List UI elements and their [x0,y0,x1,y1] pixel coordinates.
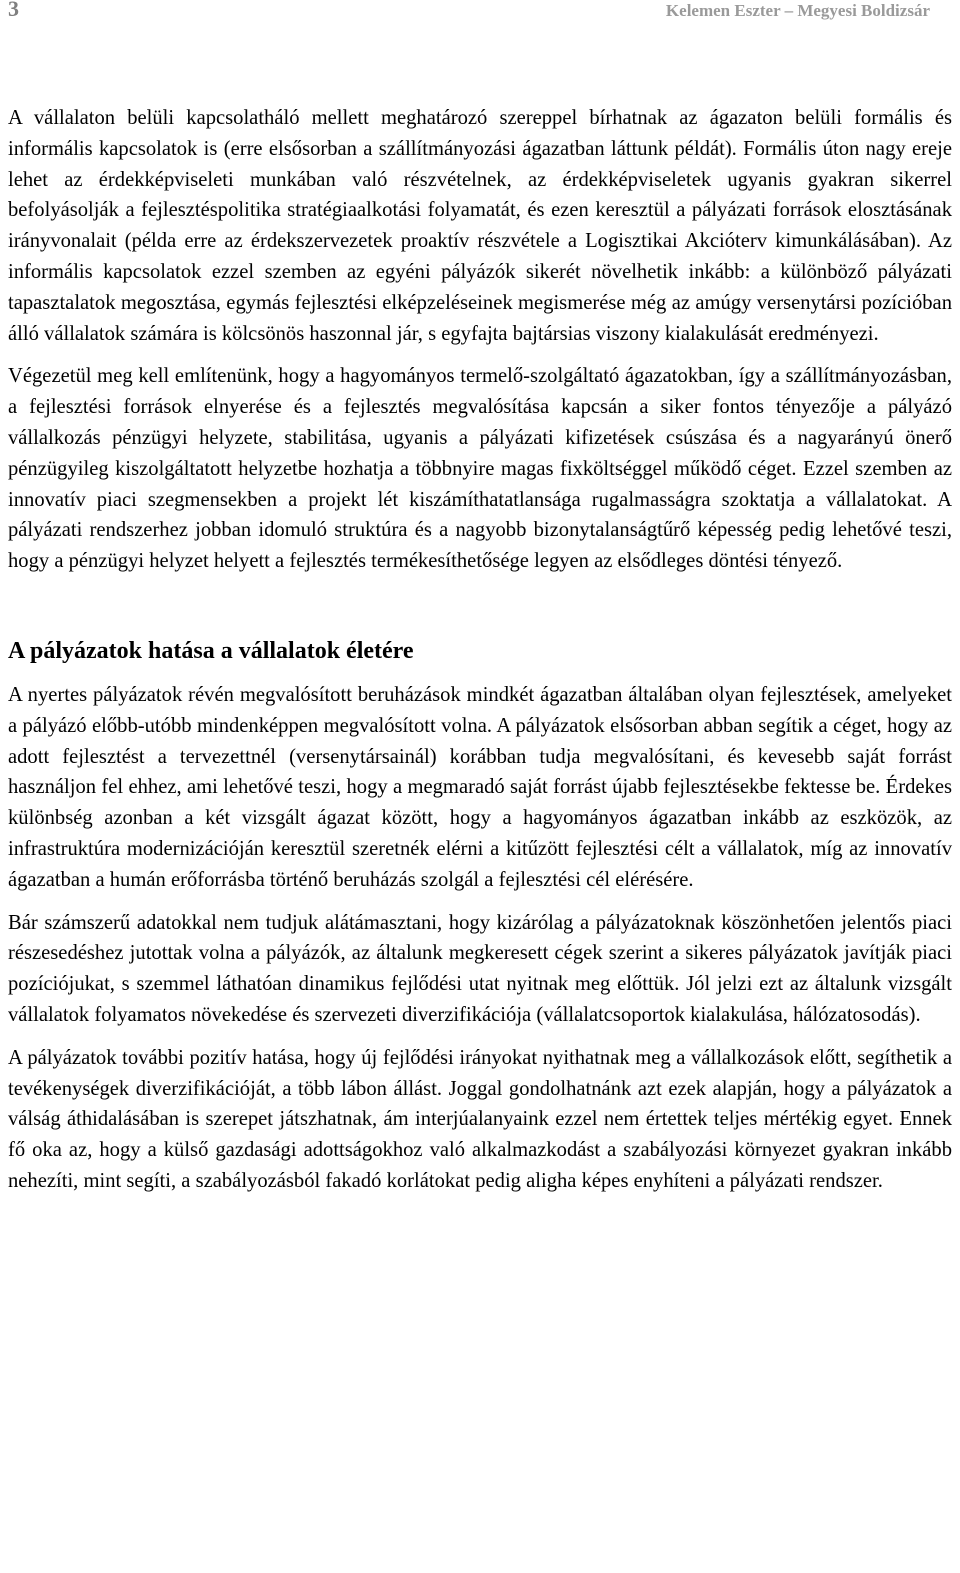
document-body [8,103,952,1197]
paragraph: A nyertes pályázatok révén megvalósított beruházások mindkét ágazatban általában olyan fejlesztések, amelyeket a pályázó előbb-utóbb mindenképpen megvalósított volna. A pályázatok elsősorban abban segítik a céget, hogy az adott fejlesztést a tervezettnél (versenytársainál) korábban tudja megvalósítani, és kevesebb saját forrást használjon fel ehhez, ami lehetővé teszi, hogy a megmaradó saját forrást újabb fejlesztésekbe fektesse be. Érdekes különbség azonban a két vizsgált ágazat között, hogy a hagyományos ágazatban inkább az eszközök, az infrastruktúra modernizációján keresztül szeretnék elérni a kitűzött fejlesztési célt a vállalatok, míg az innovatív ágazatban a humán erőforrásba történő beruházás szolgál a fejlesztési cél elérésére. [8,683,952,891]
paragraph: A pályázatok további pozitív hatása, hogy új fejlődési irányokat nyithatnak meg a vállalkozások előtt, segíthetik a tevékenységek diverzifikációját, a több lábon állást. Joggal gondolhatnánk azt ezek alapján, hogy a pályázatok a válság áthidalásában is szerepet játszhatnak, ám interjúalanyaink ezzel nem értettek teljes mértékig egyet. Ennek fő oka az, hogy a külső gazdasági adottságokhoz való alkalmazkodást a szabályozási környezet gyakran inkább nehezíti, mint segíti, a szabályozásból fakadó korlátokat pedig aligha képes enyhíteni a pályázati rendszer. [8,1046,952,1192]
header-divider [8,34,952,35]
header-title: Kelemen Eszter – Megyesi Boldizsár [665,1,930,20]
paragraph: Bár számszerű adatokkal nem tudjuk alátámasztani, hogy kizárólag a pályázatoknak köszönhetően jelentős piaci részesedéshez jutottak volna a pályázók, az általunk megkeresett cégek szerint a sikeres pályázatok javítják piaci pozíciójukat, s szemmel láthatóan dinamikus fejlődési utat nyitnak meg előttük. Jól jelzi ezt az általunk vizsgált vállalatok folyamatos növekedése és szervezeti diverzifikációja (vállalatcsoportok kialakulása, hálózatosodás). [8,911,952,1026]
paragraph: Végezetül meg kell említenünk, hogy a hagyományos termelő-szolgáltató ágazatokban, így a szállítmányozásban, a fejlesztési források elnyerése és a fejlesztés megvalósítása kapcsán a siker fontos tényezője a pályázó vállalkozás pénzügyi helyzete, stabilitása, ugyanis a pályázati kifizetések csúszása és a nagyarányú önerő pénzügyileg kiszolgáltatott helyzetbe hozhatja a többnyire magas fixköltséggel működő céget. Ezzel szemben az innovatív piaci szegmensekben a projekt lét kiszámíthatatlansága rugalmasságra szoktatja a vállalatokat. A pályázati rendszerhez jobban idomuló struktúra és a nagyobb bizonytalanságtűrő képesség pedig lehetővé teszi, hogy a pénzügyi helyzet helyett a fejlesztés termékesíthetősége legyen az elsődleges döntési tényező. [8,365,952,573]
page-number: 3 [8,0,19,21]
paragraph: A vállalaton belüli kapcsolatháló mellett meghatározó szereppel bírhatnak az ágazaton belüli formális és informális kapcsolatok is (erre elsősorban a szállítmányozási ágazatban láttunk példát). Formális úton nagy ereje lehet az érdekképviseleti munkában való részvételnek, az érdekképviseletek ugyanis gyakran sikerrel befolyásolják a fejlesztéspolitika stratégiaalkotási folyamatát, és ezen keresztül a pályázati források elosztásának irányvonalait (példa erre az érdekszervezetek proaktív részvétele a Logisztikai Akcióterv kimunkálásában). Az informális kapcsolatok ezzel szemben az egyéni pályázók sikerét növelhetik inkább: a különböző pályázati tapasztalatok megosztása, egymás fejlesztési elképzeléseinek megismerése még az amúgy versenytársi pozícióban álló vállalatok számára is kölcsönös haszonnal jár, s egyfajta bajtársias viszony kialakulását eredményezi. [8,107,952,345]
running-header [8,0,952,28]
section-heading: A pályázatok hatása a vállalatok életére [8,637,414,664]
